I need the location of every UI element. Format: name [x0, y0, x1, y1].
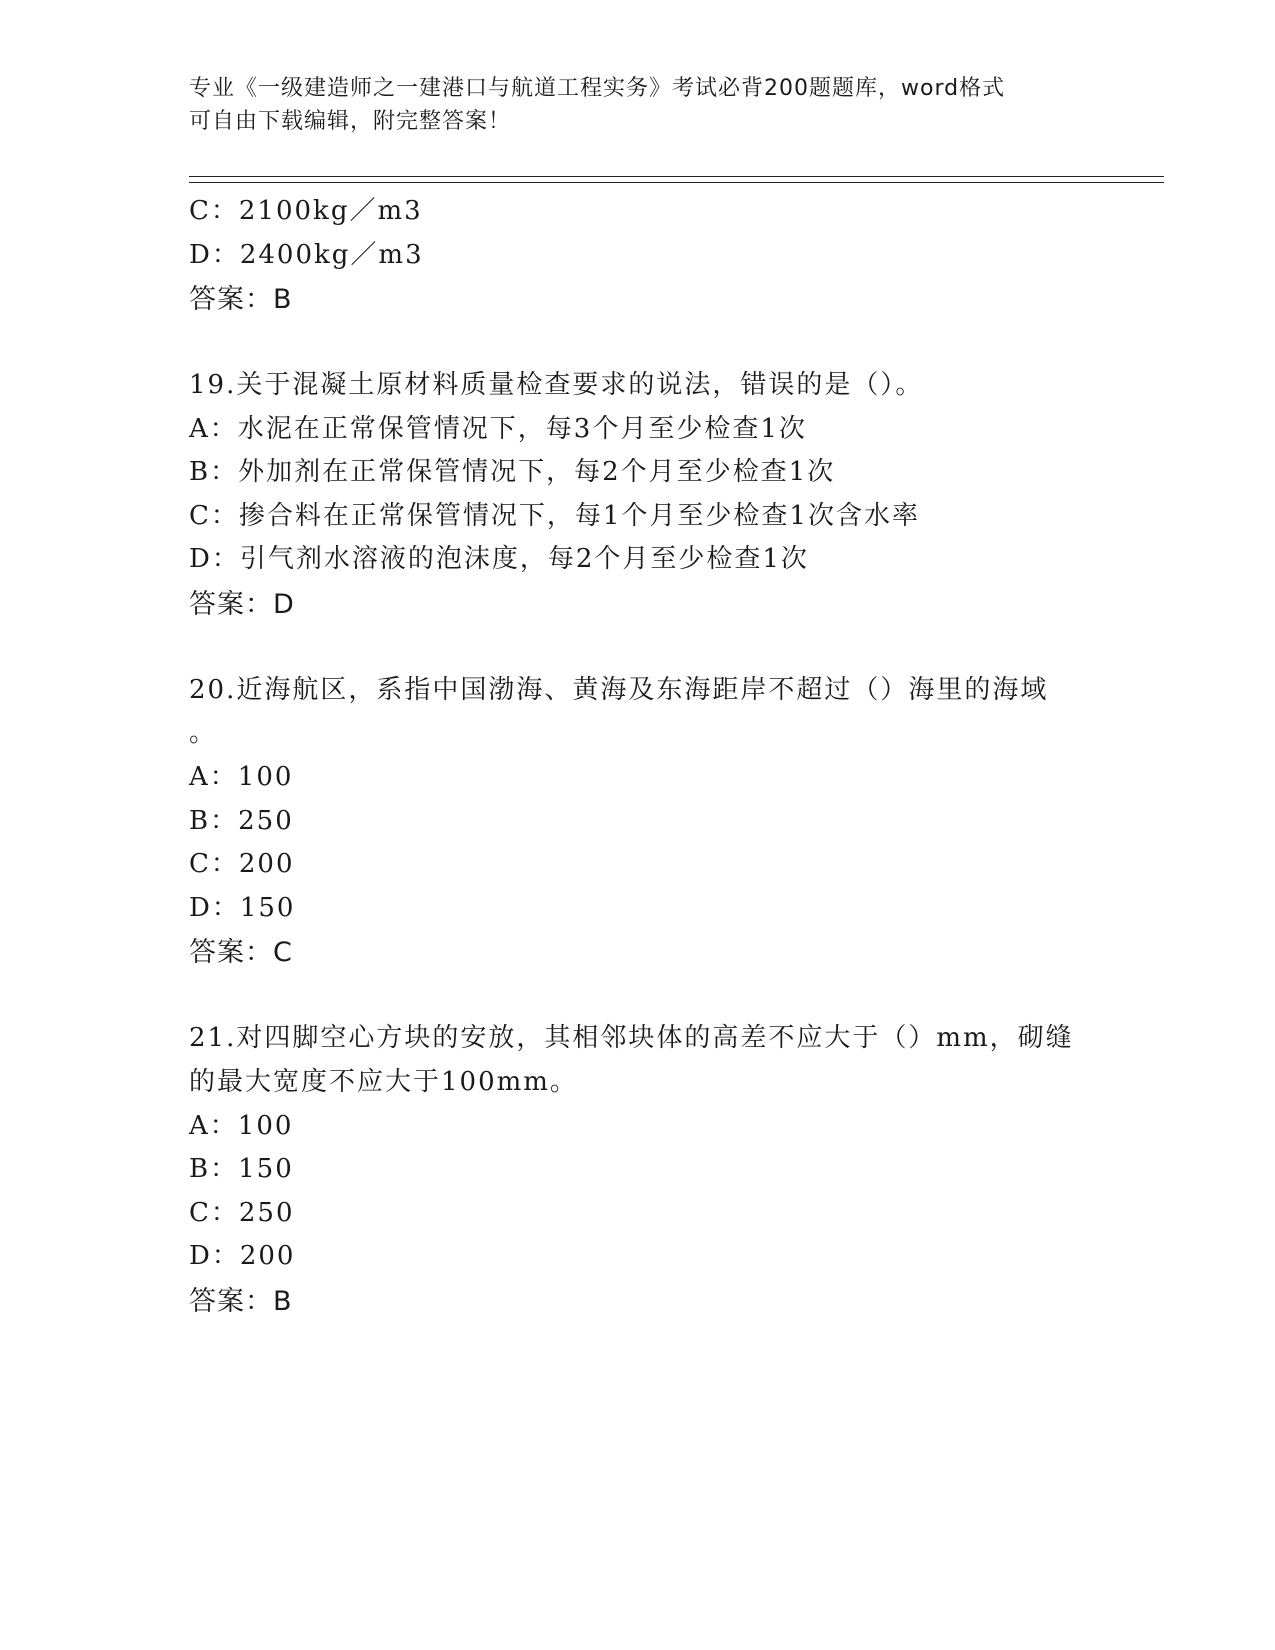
q21-answer: 答案：B	[189, 1286, 293, 1317]
q19-option-a: A：水泥在正常保管情况下，每3个月至少检查1次	[189, 414, 807, 444]
q19-stem: 19.关于混凝土原材料质量检查要求的说法，错误的是（）。	[189, 370, 924, 400]
header-line-2: 可自由下载编辑，附完整答案！	[189, 109, 512, 134]
q20-option-b: B：250	[189, 806, 294, 836]
q21-option-a: A：100	[189, 1111, 294, 1141]
header-rule-bottom	[189, 182, 1164, 183]
prev-option-d: D：2400kg／m3	[189, 240, 424, 270]
q20-option-c: C：200	[189, 849, 295, 879]
document-header	[189, 72, 1089, 138]
q19-option-c: C：掺合料在正常保管情况下，每1个月至少检查1次含水率	[189, 501, 920, 531]
header-line-1: 专业《一级建造师之一建港口与航道工程实务》考试必背200题题库，word格式	[189, 76, 1006, 101]
q19-answer: 答案：D	[189, 589, 295, 620]
prev-answer: 答案：B	[189, 284, 293, 315]
q20-stem-line-2: 。	[189, 718, 218, 748]
q20-option-d: D：150	[189, 893, 296, 923]
q21-option-b: B：150	[189, 1154, 294, 1184]
q21-option-c: C：250	[189, 1198, 295, 1228]
q21-option-d: D：200	[189, 1241, 296, 1271]
q19-option-d: D：引气剂水溶液的泡沫度，每2个月至少检查1次	[189, 544, 809, 574]
q20-option-a: A：100	[189, 762, 294, 792]
q20-stem-line-1: 20.近海航区，系指中国渤海、黄海及东海距岸不超过（）海里的海域	[189, 675, 1049, 705]
q20-answer: 答案：C	[189, 937, 293, 968]
q19-option-b: B：外加剂在正常保管情况下，每2个月至少检查1次	[189, 457, 836, 487]
q21-stem-line-1: 21.对四脚空心方块的安放，其相邻块体的高差不应大于（）mm，砌缝	[189, 1023, 1074, 1053]
q21-stem-line-2: 的最大宽度不应大于100mm。	[189, 1067, 578, 1097]
prev-option-c: C：2100kg／m3	[189, 196, 423, 226]
header-rule-top	[189, 176, 1164, 177]
